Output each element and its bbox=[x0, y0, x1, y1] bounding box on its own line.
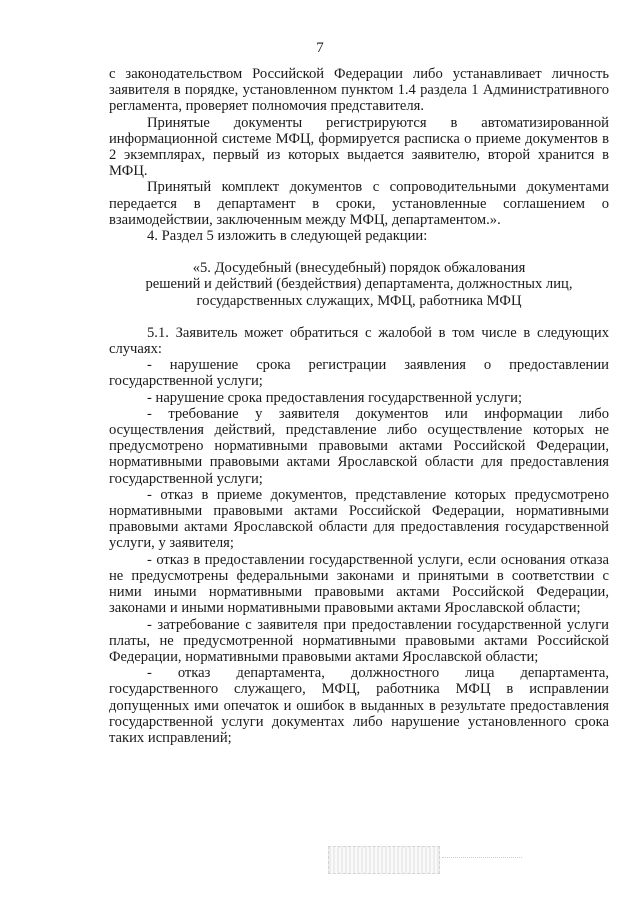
paragraph-section5-intro: 4. Раздел 5 изложить в следующей редакции: bbox=[147, 228, 428, 245]
section-heading-line-1: «5. Досудебный (внесудебный) порядок обжалования bbox=[192, 260, 526, 277]
list-item: - затребование с заявителя при предоставлении государственной услуги платы, не предусмотренной нормативными правовыми актами Российской Федерации, нормативными правовыми актами Ярославской области; bbox=[109, 616, 609, 665]
list-item: - отказ в приеме документов, представление которых предусмотрено нормативными правовыми актами Российской Федерации, нормативными правовыми актами Ярославской области для предоставления государственной услуги, у заявителя; bbox=[109, 486, 609, 552]
paragraph-registration: Принятые документы регистрируются в автоматизированной информационной системе МФЦ, формируется расписка о приеме документов в 2 экземплярах, первый из которых выдается заявителю, второй хранится в МФЦ. bbox=[109, 114, 609, 180]
list-item: - нарушение срока предоставления государственной услуги; bbox=[147, 389, 523, 406]
page-number: 7 bbox=[316, 40, 324, 56]
spacer bbox=[109, 309, 609, 325]
list-item: - отказ в предоставлении государственной услуги, если основания отказа не предусмотрены федеральными законами и принятыми в соответствии с ними иными нормативными правовыми актами Российской Федерации, законами и иными нормативными правовыми актами Ярославской области; bbox=[109, 551, 609, 617]
section-heading bbox=[109, 260, 609, 309]
complaint-cases-list bbox=[109, 357, 609, 746]
paragraph-identity-check: с законодательством Российской Федерации либо устанавливает личность заявителя в порядке, установленном пунктом 1.4 раздела 1 Административного регламента, проверяет полномочия представителя. bbox=[109, 66, 609, 115]
list-item: - отказ департамента, должностного лица департамента, государственного служащего, МФЦ, работника МФЦ в исправлении допущенных ими опечаток и ошибок в выданных в результате предоставления государственной услуги документах либо нарушение установленного срока таких исправлений; bbox=[109, 665, 609, 746]
list-item: - требование у заявителя документов или информации либо осуществления действий, представление либо осуществление которых не предусмотрено нормативными правовыми актами Российской Федерации, нормативными правовыми актами Ярославской области для предоставления государственной услуги; bbox=[109, 405, 609, 487]
spacer bbox=[109, 244, 609, 260]
section-heading-line-3: государственных служащих, МФЦ, работника МФЦ bbox=[196, 292, 522, 309]
list-item: - нарушение срока регистрации заявления о предоставлении государственной услуги; bbox=[109, 357, 609, 390]
section-heading-line-2: решений и действий (бездействия) департамента, должностных лиц, bbox=[145, 276, 573, 293]
document-body bbox=[109, 66, 609, 746]
paragraph-transfer: Принятый комплект документов с сопроводительными документами передается в департамент в сроки, установленные соглашением о взаимодействии, заключенным между МФЦ, департаментом.». bbox=[109, 179, 609, 228]
faded-stamp bbox=[328, 846, 440, 874]
clause-5-1-intro: 5.1. Заявитель может обратиться с жалобой в том числе в следующих случаях: bbox=[109, 324, 609, 358]
stamp-trail bbox=[442, 857, 522, 858]
